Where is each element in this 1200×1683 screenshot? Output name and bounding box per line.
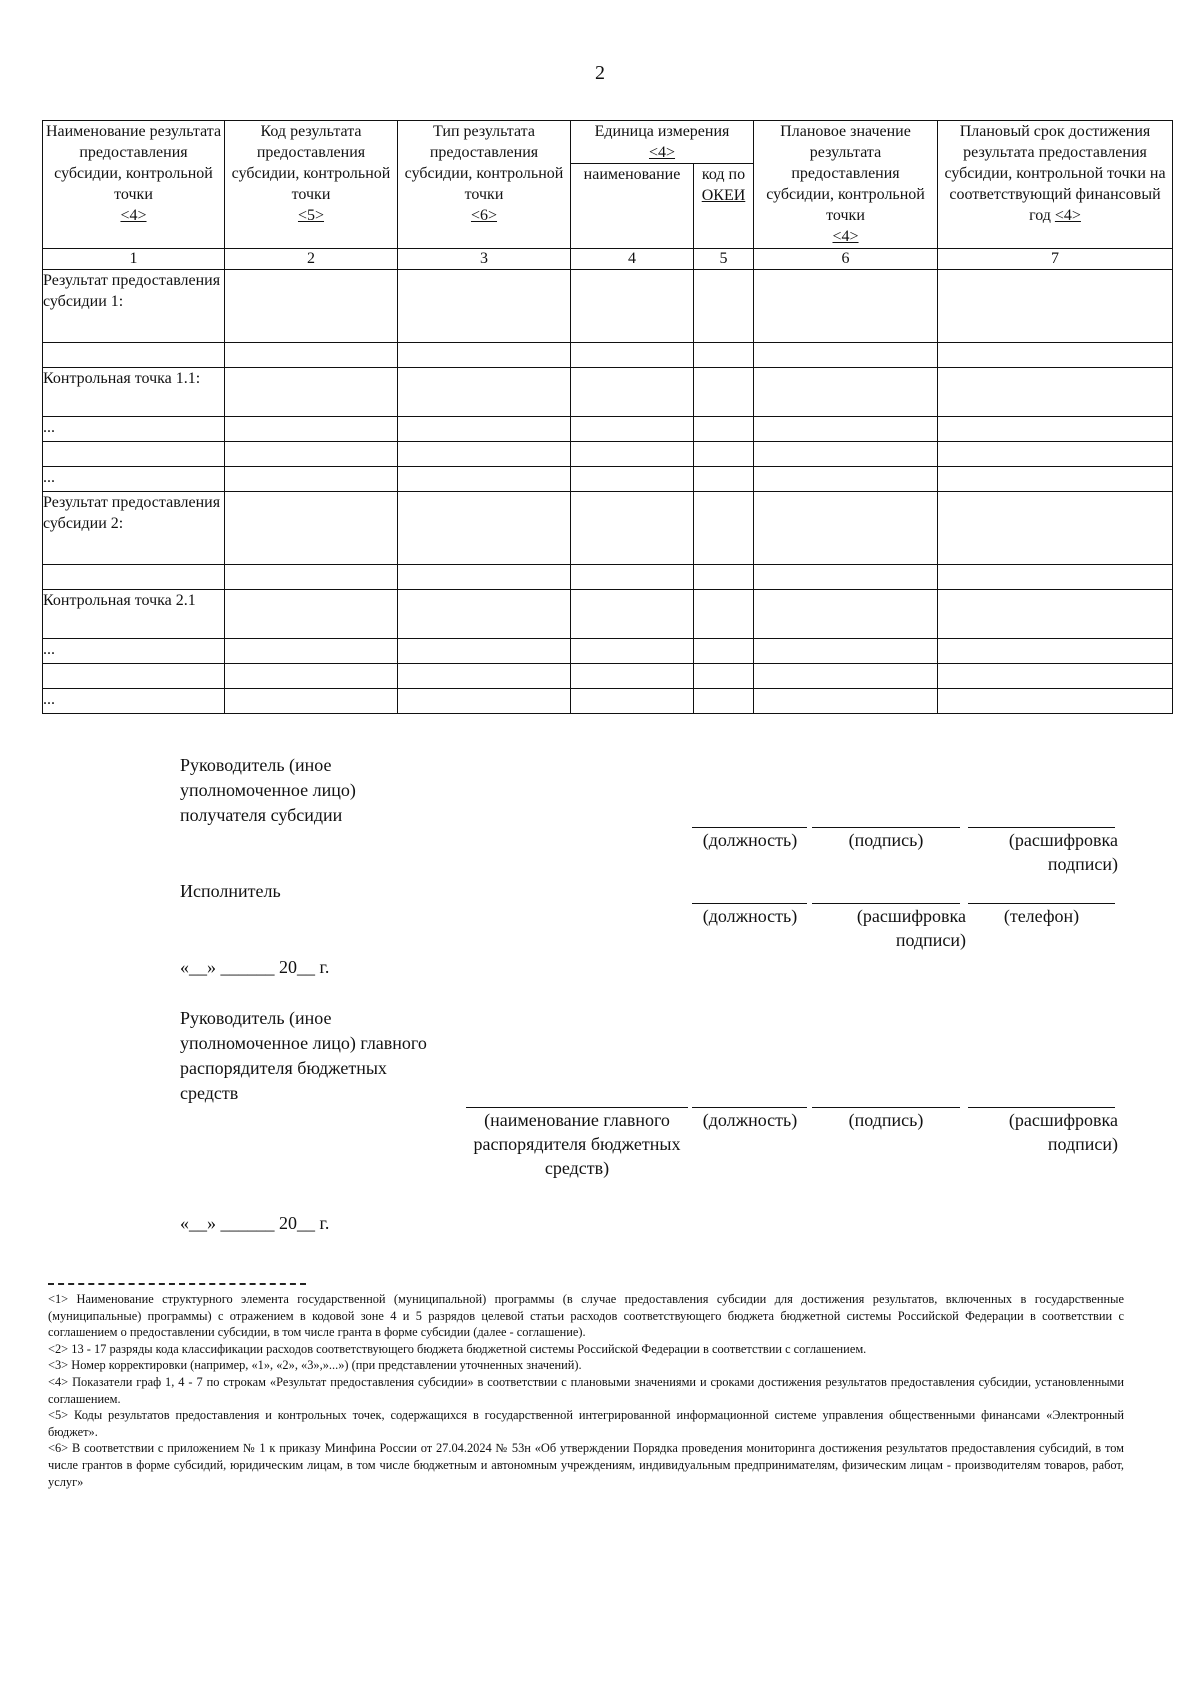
results-table [42, 120, 1173, 714]
table-cell[interactable] [938, 467, 1173, 492]
table-cell[interactable] [694, 639, 754, 664]
table-cell[interactable] [571, 442, 694, 467]
signature-caption: (подпись) [848, 830, 924, 850]
table-cell[interactable] [754, 565, 938, 590]
footnote-1: <1> Наименование структурного элемента государственной (муниципальной) программы (в случае предоставления субсидии для достижения результатов, включенных в государственные (муниципальные) программы) с отражением в кодовой зоне 4 и 5 разрядов целевой статьи расходов соответствующего бюджета бюджетной системы Российской Федерации в соответствии с соглашением о предоставлении субсидии, в том числе гранта в форме субсидии (далее - соглашение). [48, 1292, 1124, 1340]
table-cell[interactable] [754, 368, 938, 417]
table-row [43, 417, 1173, 442]
column-number: 4 [571, 249, 694, 270]
table-cell[interactable] [571, 492, 694, 565]
table-cell[interactable] [754, 270, 938, 343]
row-label: ... [43, 689, 225, 714]
decoding-caption: (расшифровка подписи) [1008, 830, 1118, 874]
table-cell[interactable] [754, 664, 938, 689]
gd-name-caption: (наименование главного распорядителя бюджетных средств) [473, 1110, 681, 1178]
column-number: 1 [43, 249, 225, 270]
table-cell[interactable] [754, 442, 938, 467]
table-cell[interactable] [225, 492, 398, 565]
table-cell[interactable] [694, 343, 754, 368]
header-result-name: Наименование результата предоставления субсидии, контрольной точки <4> [43, 121, 225, 249]
table-row [43, 689, 1173, 714]
table-cell[interactable] [938, 270, 1173, 343]
table-cell[interactable] [938, 590, 1173, 639]
header-planned-value: Плановое значение результата предоставления субсидии, контрольной точки <4> [754, 121, 938, 249]
table-row [43, 270, 1173, 343]
table-cell[interactable] [938, 368, 1173, 417]
table-cell[interactable] [694, 492, 754, 565]
executor-position-caption: (должность) [702, 906, 798, 926]
table-cell[interactable] [571, 590, 694, 639]
table-row [43, 467, 1173, 492]
table-cell[interactable] [571, 639, 694, 664]
header-unit-name: наименование [571, 164, 694, 249]
gd-position-caption: (должность) [702, 1110, 798, 1130]
row-label: ... [43, 467, 225, 492]
table-cell[interactable] [225, 590, 398, 639]
table-cell[interactable] [571, 343, 694, 368]
table-row [43, 664, 1173, 689]
table-cell[interactable] [225, 442, 398, 467]
table-row [43, 639, 1173, 664]
table-cell[interactable] [694, 590, 754, 639]
table-cell[interactable] [225, 417, 398, 442]
table-cell[interactable] [398, 492, 571, 565]
column-number: 5 [694, 249, 754, 270]
table-row [43, 368, 1173, 417]
table-cell[interactable] [938, 442, 1173, 467]
recipient-head-label: Руководитель (иное уполномоченное лицо) получателя субсидии [180, 755, 356, 825]
table-cell[interactable] [938, 565, 1173, 590]
table-cell[interactable] [694, 467, 754, 492]
row-label [43, 565, 225, 590]
table-cell[interactable] [225, 664, 398, 689]
executor-phone-caption: (телефон) [1003, 906, 1080, 926]
table-cell[interactable] [938, 664, 1173, 689]
table-cell[interactable] [225, 639, 398, 664]
gd-decoding-caption: (расшифровка подписи) [1008, 1110, 1118, 1154]
table-cell[interactable] [938, 343, 1173, 368]
footnote-4: <4> Показатели граф 1, 4 - 7 по строкам «Результат предоставления субсидии» в соответствии с плановыми значениями и сроками достижения результатов предоставления субсидии, установленными соглашением. [48, 1374, 1124, 1406]
column-numbers-row [43, 249, 1173, 270]
table-cell[interactable] [754, 343, 938, 368]
table-cell[interactable] [694, 368, 754, 417]
table-cell[interactable] [694, 270, 754, 343]
gd-signature-caption: (подпись) [848, 1110, 924, 1130]
table-cell[interactable] [398, 270, 571, 343]
row-label: ... [43, 639, 225, 664]
row-label [43, 442, 225, 467]
executor-label: Исполнитель [180, 881, 281, 901]
table-cell[interactable] [694, 417, 754, 442]
table-cell[interactable] [571, 467, 694, 492]
table-row [43, 442, 1173, 467]
table-cell[interactable] [398, 689, 571, 714]
table-cell[interactable] [398, 442, 571, 467]
page-number: 2 [595, 62, 605, 84]
table-cell[interactable] [225, 689, 398, 714]
footnote-3: <3> Номер корректировки (например, «1», «2», «3»,»...») (при представлении уточненных значений). [48, 1358, 582, 1373]
table-cell[interactable] [938, 639, 1173, 664]
table-cell[interactable] [571, 417, 694, 442]
column-number: 3 [398, 249, 571, 270]
table-cell[interactable] [694, 565, 754, 590]
table-row [43, 492, 1173, 565]
row-label [43, 664, 225, 689]
position-caption: (должность) [702, 830, 798, 850]
table-cell[interactable] [938, 492, 1173, 565]
table-cell[interactable] [225, 565, 398, 590]
table-cell[interactable] [754, 590, 938, 639]
row-label: ... [43, 417, 225, 442]
footnote-separator [48, 1283, 306, 1285]
row-label: Контрольная точка 2.1 [43, 590, 225, 639]
table-cell[interactable] [398, 417, 571, 442]
table-row [43, 343, 1173, 368]
table-cell[interactable] [694, 689, 754, 714]
table-cell[interactable] [571, 565, 694, 590]
table-cell[interactable] [754, 639, 938, 664]
header-okei-code: код по ОКЕИ [694, 164, 754, 249]
table-cell[interactable] [938, 689, 1173, 714]
row-label: Результат предоставления субсидии 1: [43, 270, 225, 343]
table-row [43, 590, 1173, 639]
footnotes [48, 1291, 1124, 1490]
header-planned-date: Плановый срок достижения результата предоставления субсидии, контрольной точки на соответствующий финансовый год <4> [938, 121, 1173, 249]
table-cell[interactable] [225, 270, 398, 343]
table-cell[interactable] [754, 467, 938, 492]
footnote-6: <6> В соответствии с приложением № 1 к приказу Минфина России от 27.04.2024 № 53н «Об утверждении Порядка проведения мониторинга достижения результатов предоставления субсидий, в том числе грантов в форме субсидий, юридическим лицам, в том числе бюджетным и автономным учреждениям, индивидуальным предпринимателям, физическим лицам - производителям товаров, работ, услуг» [48, 1441, 1124, 1489]
executor-decoding-caption: (расшифровка подписи) [856, 906, 966, 950]
table-cell[interactable] [938, 417, 1173, 442]
header-unit: Единица измерения <4> [571, 121, 754, 164]
row-label [43, 343, 225, 368]
header-result-code: Код результата предоставления субсидии, контрольной точки <5> [225, 121, 398, 249]
column-number: 7 [938, 249, 1173, 270]
date-line[interactable]: «__» ______ 20__ г. [180, 957, 330, 977]
gd-head-label: Руководитель (иное уполномоченное лицо) главного распорядителя бюджетных средств [180, 1008, 427, 1103]
table-row [43, 565, 1173, 590]
table-cell[interactable] [754, 689, 938, 714]
table-cell[interactable] [398, 639, 571, 664]
table-cell[interactable] [571, 368, 694, 417]
table-cell[interactable] [225, 368, 398, 417]
column-number: 6 [754, 249, 938, 270]
header-result-type: Тип результата предоставления субсидии, контрольной точки <6> [398, 121, 571, 249]
table-cell[interactable] [398, 565, 571, 590]
table-cell[interactable] [398, 467, 571, 492]
gd-date-line[interactable]: «__» ______ 20__ г. [180, 1213, 330, 1233]
table-cell[interactable] [571, 664, 694, 689]
footnote-5: <5> Коды результатов предоставления и контрольных точек, содержащихся в государственной интегрированной информационной системе управления общественными финансами «Электронный бюджет». [48, 1408, 1124, 1439]
table-cell[interactable] [571, 270, 694, 343]
table-cell[interactable] [225, 343, 398, 368]
table-cell[interactable] [694, 664, 754, 689]
row-label: Контрольная точка 1.1: [43, 368, 225, 417]
footnote-2: <2> 13 - 17 разряды кода классификации расходов соответствующего бюджета бюджетной системы Российской Федерации в соответствии с соглашением. [48, 1341, 867, 1356]
table-cell[interactable] [225, 467, 398, 492]
table-cell[interactable] [694, 442, 754, 467]
table-cell[interactable] [754, 417, 938, 442]
table-cell[interactable] [398, 664, 571, 689]
table-cell[interactable] [398, 343, 571, 368]
column-number: 2 [225, 249, 398, 270]
row-label: Результат предоставления субсидии 2: [43, 492, 225, 565]
table-cell[interactable] [398, 368, 571, 417]
table-cell[interactable] [398, 590, 571, 639]
table-cell[interactable] [754, 492, 938, 565]
table-cell[interactable] [571, 689, 694, 714]
